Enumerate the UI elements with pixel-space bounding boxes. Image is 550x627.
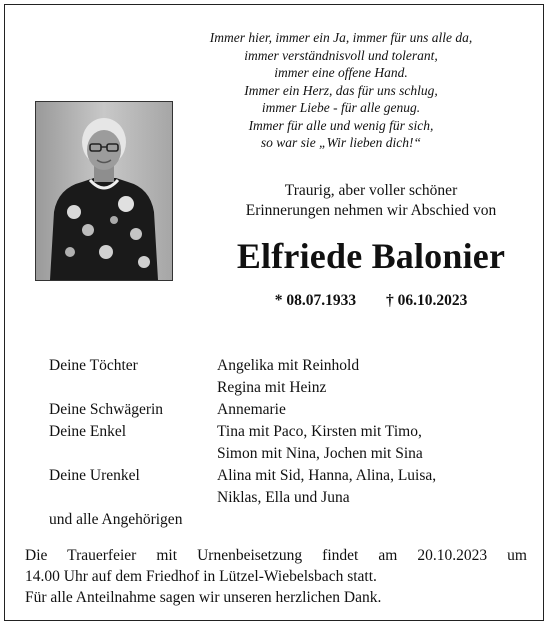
family-name-line: Niklas, Ella und Juna [217, 489, 350, 506]
notice-line: 14.00 Uhr auf dem Friedhof in Lützel-Wiebelsbach statt. [25, 568, 377, 585]
family-names [217, 421, 423, 465]
family-names [217, 465, 436, 509]
family-row [49, 399, 436, 421]
family-list [49, 355, 436, 531]
family-row [49, 355, 436, 399]
family-relation: Deine Urenkel [49, 467, 140, 484]
poem-line: Immer hier, immer ein Ja, immer für uns alle da, [209, 30, 473, 45]
poem [191, 29, 491, 152]
family-name-line: Angelika mit Reinhold [217, 357, 360, 374]
notice-line: Die Trauerfeier mit Urnenbeisetzung findet am 20.10.2023 um [25, 547, 527, 564]
family-name-line: Regina mit Heinz [217, 379, 327, 396]
deceased-name: Elfriede Balonier [236, 236, 506, 276]
portrait-image [36, 102, 172, 280]
family-closing: und alle Angehörigen [49, 511, 183, 528]
family-relation: Deine Enkel [49, 423, 127, 440]
poem-line: immer verständnisvoll und tolerant, [244, 47, 438, 63]
poem-line: immer Liebe - für alle genug. [261, 100, 421, 115]
family-name-line: Tina mit Paco, Kirsten mit Timo, [217, 423, 422, 440]
notice-line: Für alle Anteilnahme sagen wir unseren herzlichen Dank. [25, 589, 382, 606]
birth-date: * 08.07.1933 [274, 292, 357, 309]
family-names [217, 355, 359, 399]
portrait-photo [35, 101, 173, 281]
poem-line: immer eine offene Hand. [274, 65, 408, 80]
farewell-line: Erinnerungen nehmen wir Abschied von [245, 202, 497, 219]
family-name-line: Annemarie [217, 401, 286, 418]
life-dates [201, 291, 541, 311]
poem-line: so war sie „Wir lieben dich!“ [260, 135, 422, 150]
family-row [49, 465, 436, 509]
funeral-notice [25, 545, 527, 608]
family-relation: Deine Töchter [49, 357, 138, 374]
obituary-frame [4, 4, 544, 621]
poem-line: Immer ein Herz, das für uns schlug, [244, 82, 438, 98]
family-row [49, 421, 436, 465]
family-names [217, 399, 286, 421]
family-name-line: Simon mit Nina, Jochen mit Sina [217, 445, 423, 462]
poem-line: Immer für alle und wenig für sich, [248, 117, 434, 133]
farewell-line: Traurig, aber voller schöner [284, 182, 458, 199]
family-relation: Deine Schwägerin [49, 401, 164, 418]
farewell-text [201, 181, 541, 221]
family-name-line: Alina mit Sid, Hanna, Alina, Luisa, [217, 467, 437, 484]
death-date: † 06.10.2023 [385, 292, 468, 309]
